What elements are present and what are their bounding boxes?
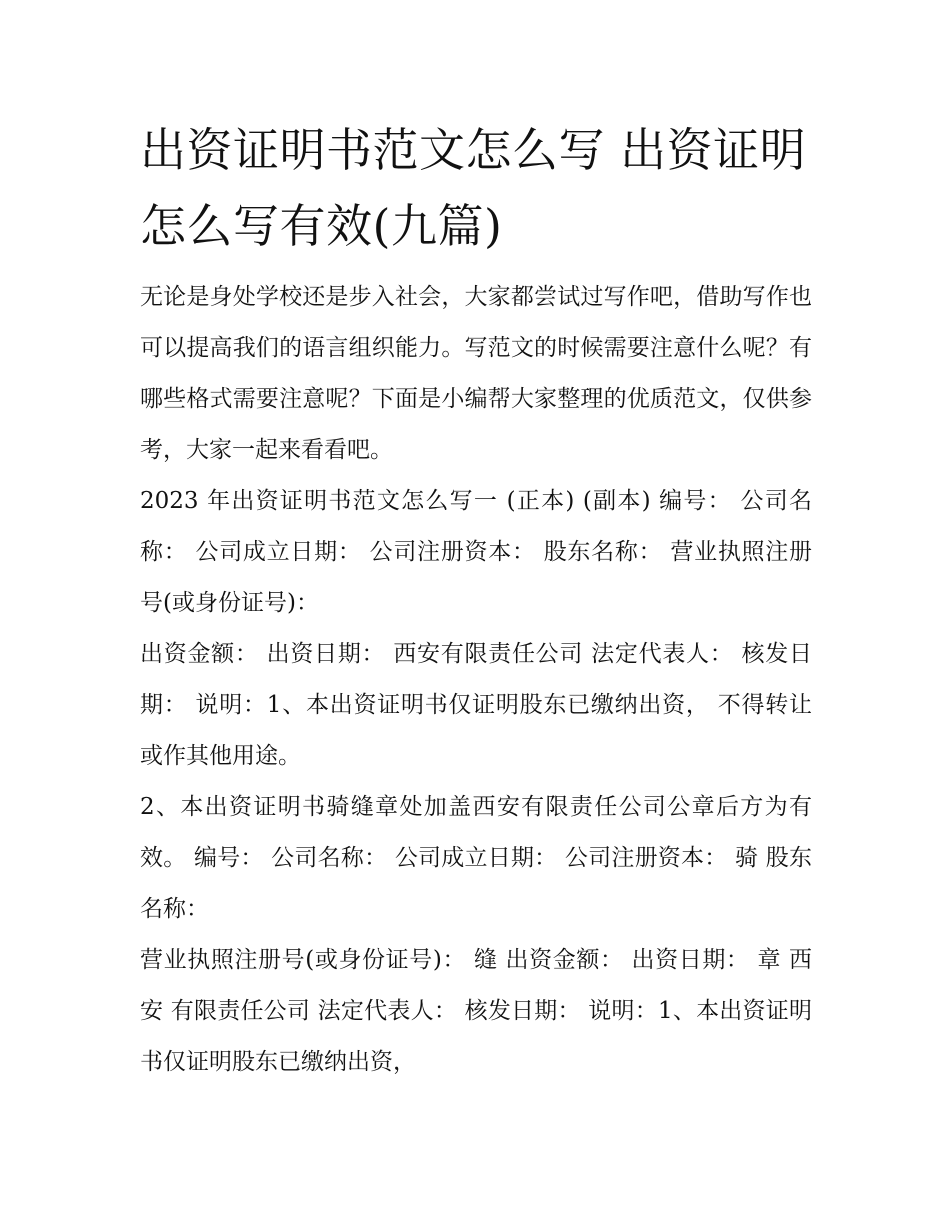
document-title: 出资证明书范文怎么写 出资证明怎么写有效(九篇) xyxy=(140,123,807,253)
body-paragraph-4: 营业执照注册号(或身份证号)： 缝 出资金额： 出资日期： 章 西安 有限责任公司 法定代表人： 核发日期： 说明：1、本出资证明书仅证明股东已缴纳出资， xyxy=(140,947,812,1075)
intro-paragraph: 无论是身处学校还是步入社会，大家都尝试过写作吧，借助写作也可以提高我们的语言组织能力。写范文的时候需要注意什么呢？有哪些格式需要注意呢？下面是小编帮大家整理的优质范文，仅供参考，大家一起来看看吧。 xyxy=(140,284,812,463)
body-paragraph-2: 出资金额： 出资日期： 西安有限责任公司 法定代表人： 核发日期： 说明：1、本出资证明书仅证明股东已缴纳出资， 不得转让或作其他用途。 xyxy=(140,641,812,769)
body-paragraph-1: 2023 年出资证明书范文怎么写一 (正本) (副本) 编号： 公司名称： 公司成立日期： 公司注册资本： 股东名称： 营业执照注册号(或身份证号)： xyxy=(140,488,812,616)
body-paragraph-3: 2、本出资证明书骑缝章处加盖西安有限责任公司公章后方为有效。 编号： 公司名称： 公司成立日期： 公司注册资本： 骑 股东名称： xyxy=(140,794,812,922)
document-page xyxy=(140,112,812,1088)
